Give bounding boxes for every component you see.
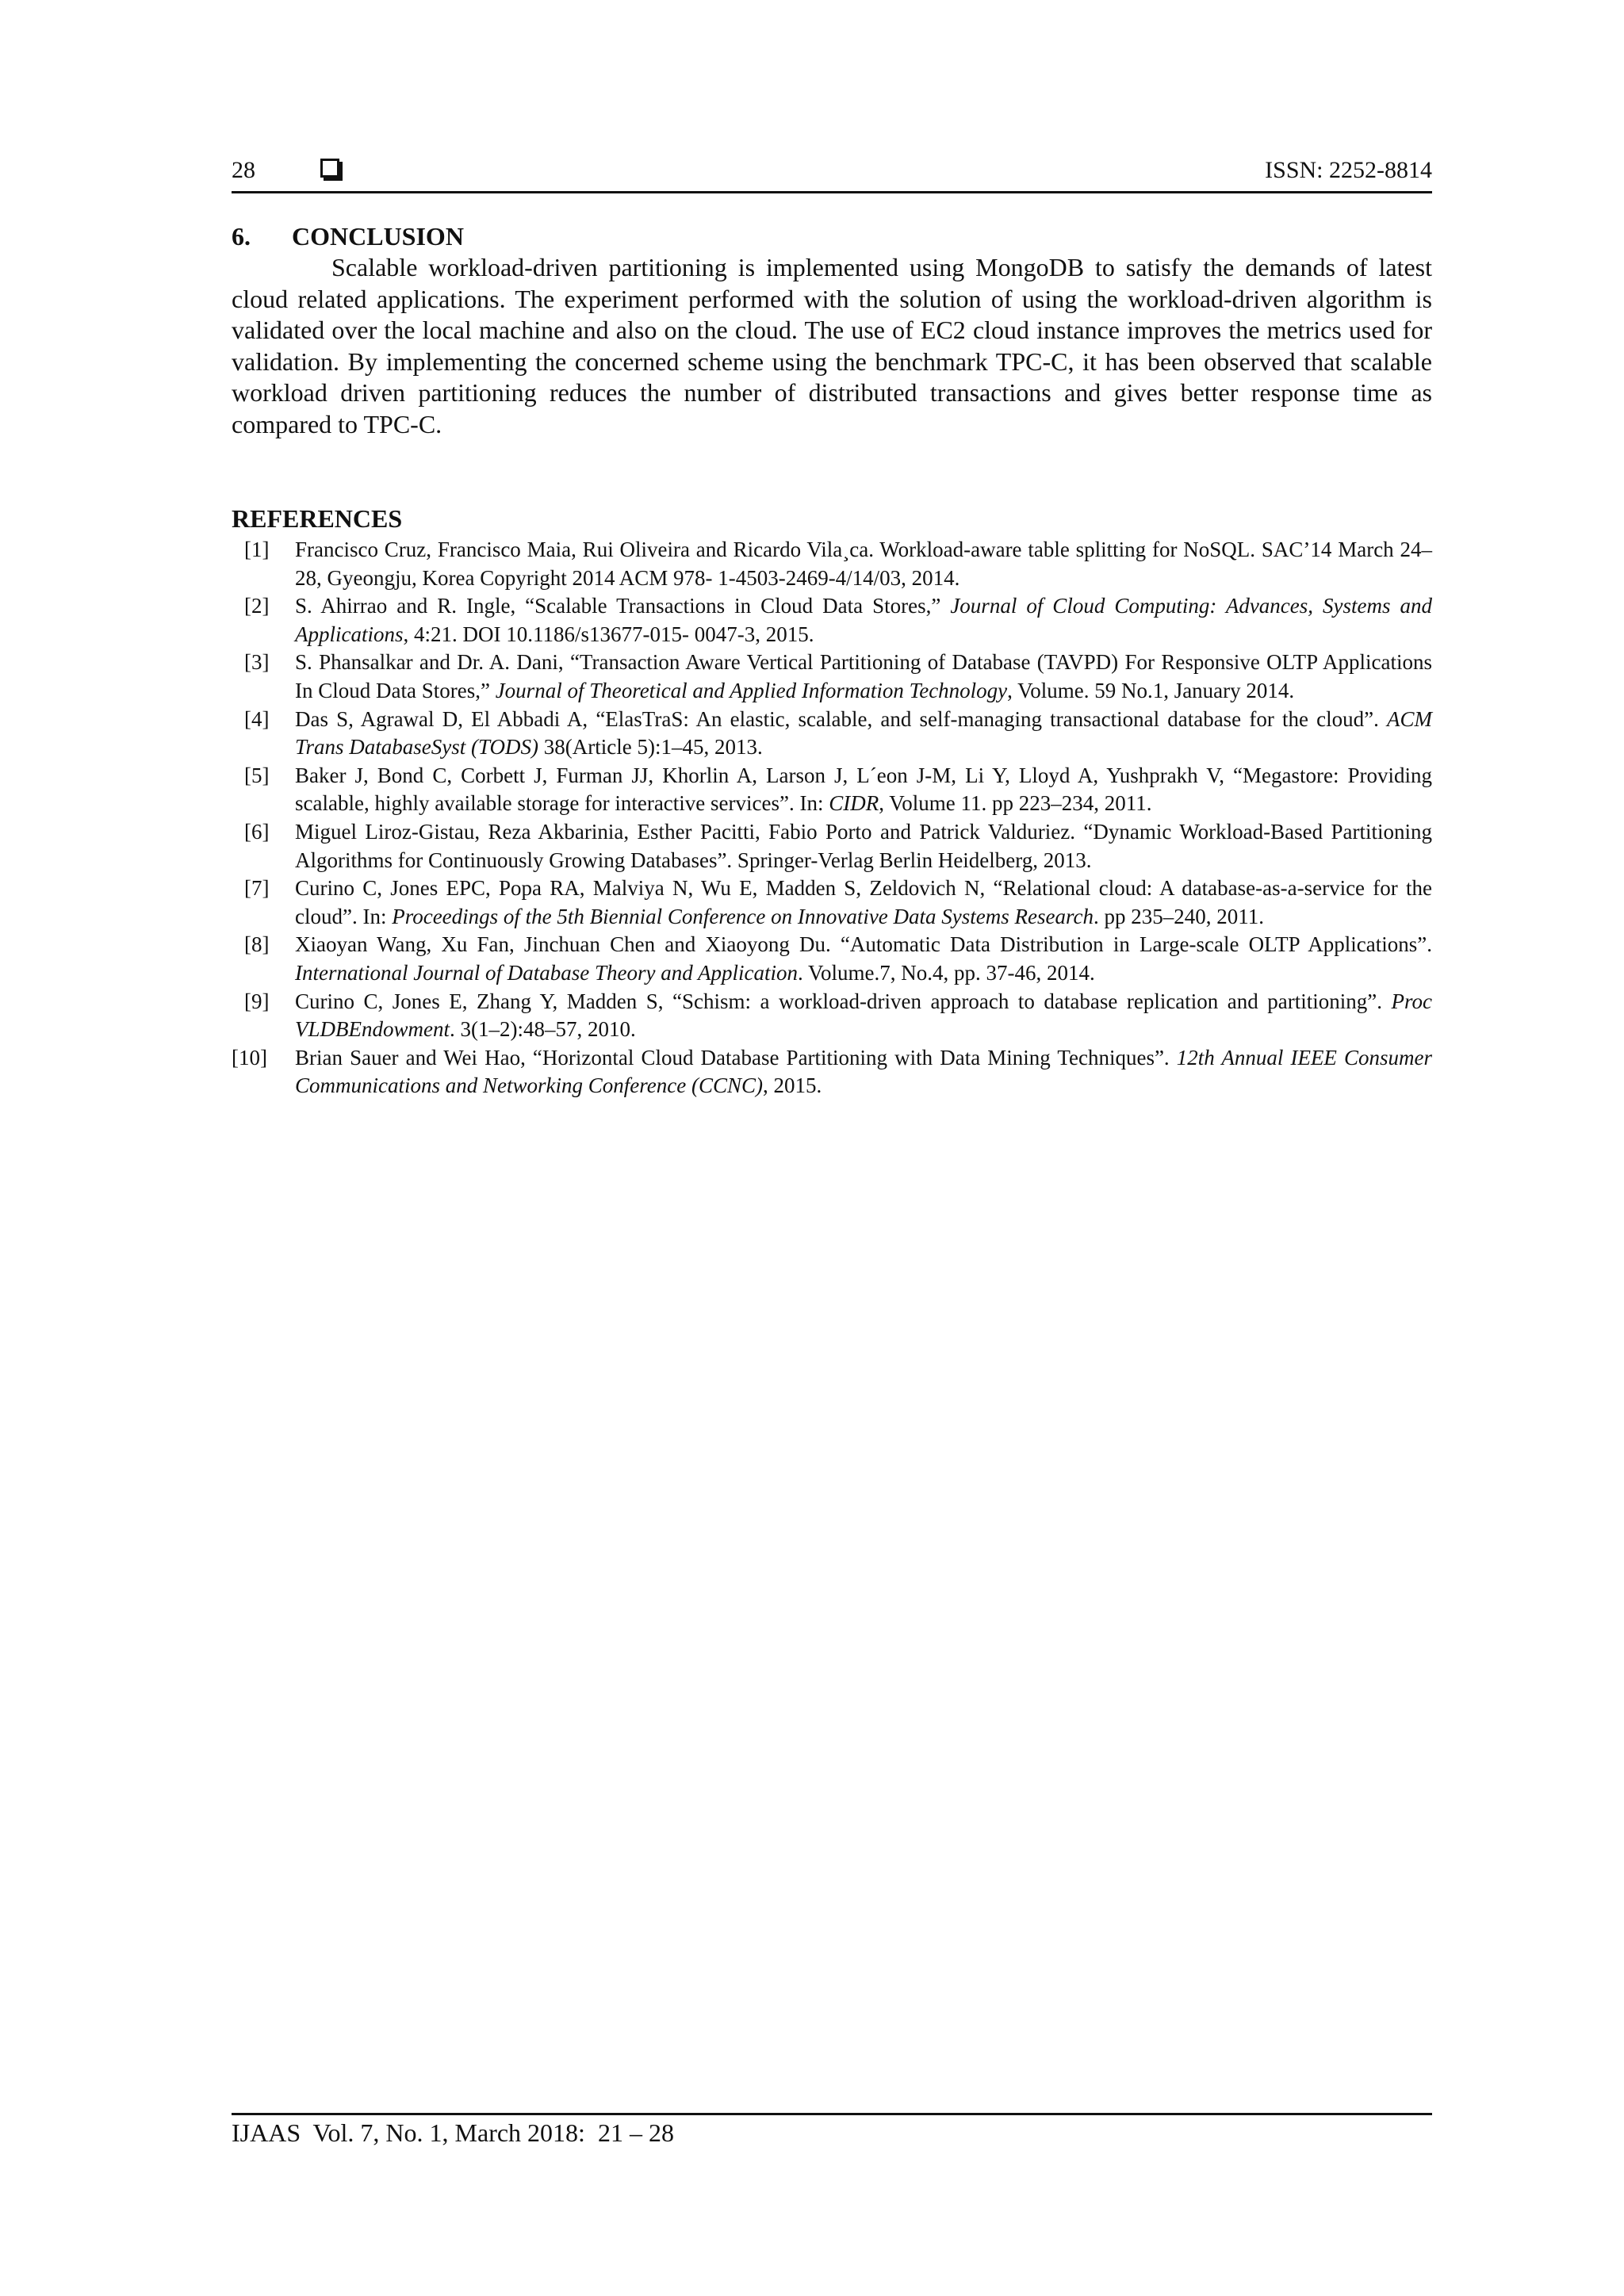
reference-source: CIDR xyxy=(829,791,879,816)
page-header xyxy=(232,154,1432,192)
footer-divider xyxy=(232,2113,1432,2115)
reference-number: [9] xyxy=(244,989,270,1013)
references-section xyxy=(232,503,1432,1100)
reference-number: [4] xyxy=(244,706,270,731)
conclusion-paragraph: Scalable workload-driven partitioning is implemented using MongoDB to satisfy the demands of latest cloud related applications. The experiment performed with the solution of using the workload-driven algorithm is validated over the local machine and also on the cloud. The use of EC2 cloud instance improves the metrics used for validation. By implementing the concerned scheme using the benchmark TPC-C, it has been observed that scalable workload driven partitioning reduces the number of distributed transactions and gives better response time as compared to TPC-C. xyxy=(232,253,1432,438)
reference-item xyxy=(232,649,1432,705)
reference-item xyxy=(232,874,1432,931)
reference-number: [10] xyxy=(232,1045,267,1070)
reference-text: , Volume 11. pp 223–234, 2011. xyxy=(879,791,1152,816)
reference-number: [6] xyxy=(244,819,270,844)
square-box-icon xyxy=(320,159,339,178)
reference-item xyxy=(232,931,1432,987)
reference-item xyxy=(232,706,1432,762)
section-title: CONCLUSION xyxy=(292,222,464,251)
reference-item xyxy=(232,762,1432,818)
reference-item xyxy=(232,1044,1432,1100)
reference-text: Brian Sauer and Wei Hao, “Horizontal Cloud Database Partitioning with Data Mining Techniques”. xyxy=(295,1045,1177,1070)
reference-source: Journal of Theoretical and Applied Information Technology xyxy=(495,678,1008,702)
reference-text: Miguel Liroz-Gistau, Reza Akbarinia, Esther Pacitti, Fabio Porto and Patrick Valduriez. “Dynamic Workload-Based Partitioning Algorithms for Continuously Growing Databases”. Springer-Verlag Berlin Heidelberg, 2013. xyxy=(295,819,1432,872)
reference-source: International Journal of Database Theory and Application xyxy=(295,960,798,985)
reference-number: [5] xyxy=(244,763,270,787)
reference-text: . pp 235–240, 2011. xyxy=(1093,904,1264,928)
page-number: 28 xyxy=(232,157,255,183)
references-heading: REFERENCES xyxy=(232,504,403,533)
reference-text: . Volume.7, No.4, pp. 37-46, 2014. xyxy=(797,960,1095,985)
reference-number: [7] xyxy=(244,876,270,901)
reference-text: Das S, Agrawal D, El Abbadi A, “ElasTraS: An elastic, scalable, and self-managing transactional database for the cloud”. xyxy=(295,706,1387,731)
reference-item xyxy=(232,818,1432,874)
header-divider xyxy=(232,191,1432,193)
section-number: 6. xyxy=(232,222,251,251)
reference-source: ACM Trans DatabaseSyst (TODS) xyxy=(295,706,1432,760)
reference-text: , 2015. xyxy=(762,1073,822,1098)
reference-text: S. Ahirrao and R. Ingle, “Scalable Transactions in Cloud Data Stores,” xyxy=(295,594,951,618)
reference-source: Journal of Cloud Computing: Advances, Systems and Applications xyxy=(295,594,1432,646)
reference-item xyxy=(232,988,1432,1044)
reference-number: [8] xyxy=(244,932,270,957)
reference-item xyxy=(232,536,1432,592)
reference-text: S. Phansalkar and Dr. A. Dani, “Transaction Aware Vertical Partitioning of Database (TAVPD) For Responsive OLTP Applications In Cloud Data Stores,” xyxy=(295,650,1432,702)
reference-text: Xiaoyan Wang, Xu Fan, Jinchuan Chen and Xiaoyong Du. “Automatic Data Distribution in Large-scale OLTP Applications”. xyxy=(295,932,1432,957)
footer-citation: IJAAS Vol. 7, No. 1, March 2018: 21 – 28 xyxy=(232,2118,674,2147)
reference-number: [2] xyxy=(244,594,270,618)
reference-item xyxy=(232,592,1432,649)
reference-list xyxy=(232,536,1432,1100)
reference-text: , Volume. 59 No.1, January 2014. xyxy=(1007,678,1295,702)
reference-text: Baker J, Bond C, Corbett J, Furman JJ, Khorlin A, Larson J, L´eon J-M, Li Y, Lloyd A, Yushprakh V, “Megastore: Providing scalable, highly available storage for interactive services”. In: xyxy=(295,763,1432,816)
reference-text: Francisco Cruz, Francisco Maia, Rui Oliveira and Ricardo Vila¸ca. Workload-aware table splitting for NoSQL. SAC’14 March 24–28, Gyeongju, Korea Copyright 2014 ACM 978- 1-4503-2469-4/14/03, 2014. xyxy=(295,538,1432,590)
reference-text: Curino C, Jones E, Zhang Y, Madden S, “Schism: a workload-driven approach to database replication and partitioning”. xyxy=(295,989,1392,1013)
reference-text: . 3(1–2):48–57, 2010. xyxy=(450,1017,636,1042)
reference-number: [1] xyxy=(244,538,270,561)
conclusion-section xyxy=(232,220,1432,440)
reference-number: [3] xyxy=(244,650,270,675)
reference-text: , 4:21. DOI 10.1186/s13677-015- 0047-3, 2015. xyxy=(403,622,814,646)
section-heading xyxy=(232,220,1432,252)
reference-source: Proc VLDBEndowment xyxy=(295,989,1432,1042)
issn-label: ISSN: 2252-8814 xyxy=(1265,157,1432,183)
reference-source: Proceedings of the 5th Biennial Conference on Innovative Data Systems Research xyxy=(392,904,1094,928)
reference-source: 12th Annual IEEE Consumer Communications and Networking Conference (CCNC) xyxy=(295,1045,1433,1098)
reference-text: Curino C, Jones EPC, Popa RA, Malviya N, Wu E, Madden S, Zeldovich N, “Relational cloud: A database-as-a-service for the cloud”. In: xyxy=(295,876,1432,928)
reference-text: 38(Article 5):1–45, 2013. xyxy=(538,735,763,760)
